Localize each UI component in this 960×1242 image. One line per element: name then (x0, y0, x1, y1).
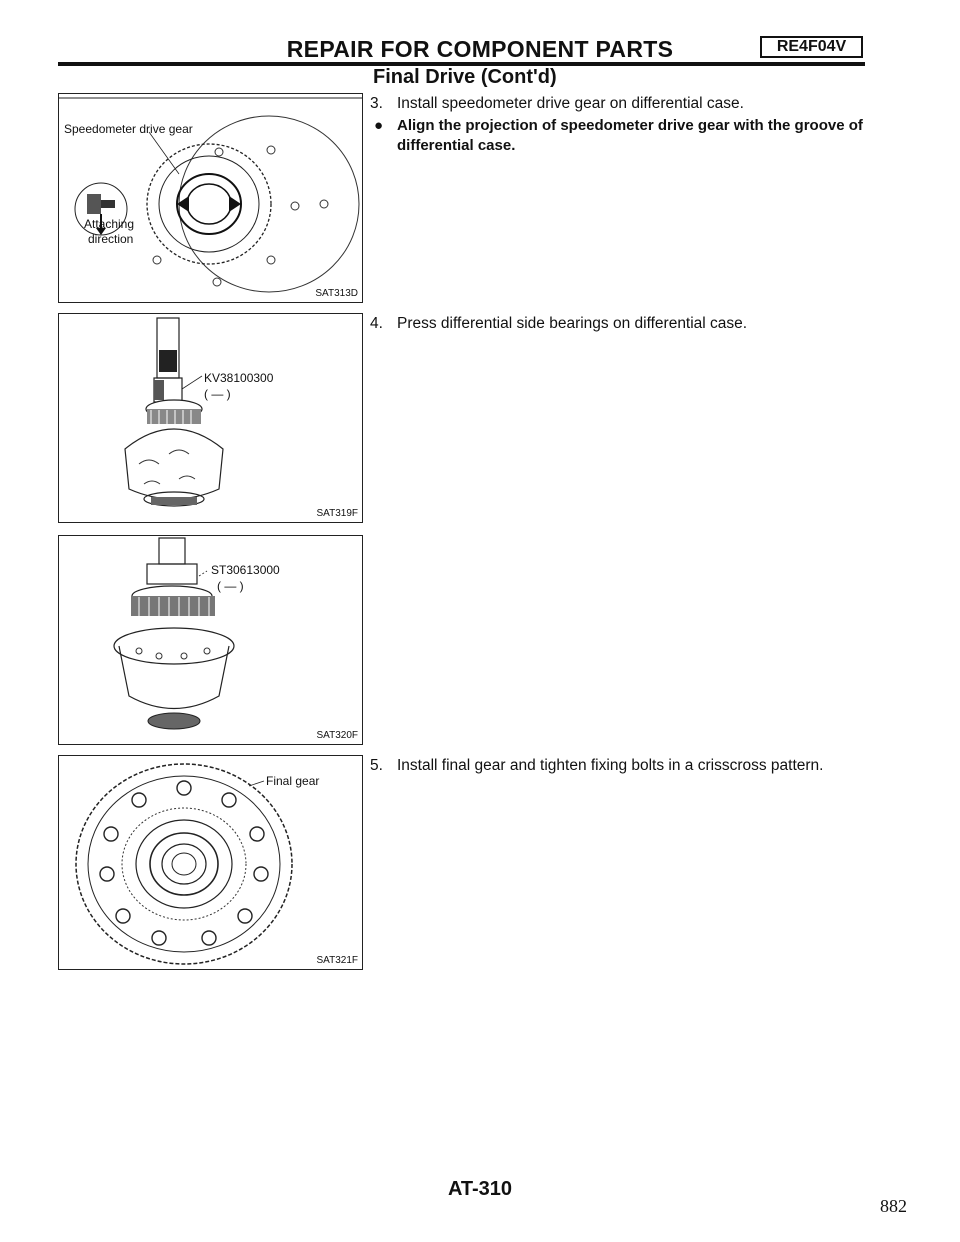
step-5 (370, 755, 865, 776)
figure-side-bearing-press (58, 313, 363, 523)
label-final-gear: Final gear (266, 774, 320, 788)
figure-code: SAT320F (316, 730, 358, 741)
page-number: 882 (880, 1196, 907, 1216)
step-text: Install final gear and tighten fixing bolts in a crisscross pattern. (397, 757, 824, 774)
page-code: AT-310 (447, 1178, 513, 1200)
step-text: Install speedometer drive gear on differential case. (397, 95, 744, 112)
label-tool-kv38100300-sub: ( — ) (204, 387, 231, 401)
label-tool-st30613000: ST30613000 (211, 563, 280, 577)
figure-code: SAT319F (316, 508, 358, 519)
step-3 (370, 93, 865, 114)
figure-opposite-bearing-press (58, 535, 363, 745)
section-title: Final Drive (Cont'd) (373, 66, 557, 88)
figure-speedometer-gear (58, 93, 363, 303)
label-tool-st30613000-sub: ( — ) (217, 579, 244, 593)
model-badge: RE4F04V (760, 36, 863, 58)
label-tool-kv38100300: KV38100300 (204, 371, 274, 385)
label-direction: direction (88, 232, 134, 246)
step-text: Press differential side bearings on differential case. (397, 315, 748, 332)
note-bullet (370, 116, 865, 156)
step-number: 3. (370, 95, 383, 112)
figure-code: SAT321F (316, 955, 358, 966)
step-number: 4. (370, 315, 383, 332)
figure-code: SAT313D (315, 288, 358, 299)
side-bearing-press-illustration (59, 314, 363, 523)
note-text: Align the projection of speedometer drive gear with the groove of differential case. (397, 117, 863, 154)
label-speedometer-drive-gear: Speedometer drive gear (64, 122, 193, 136)
figure-final-gear (58, 755, 363, 970)
label-attaching: Attaching (84, 217, 135, 231)
bullet-icon: ● (374, 117, 384, 134)
page-header-title: REPAIR FOR COMPONENT PARTS (286, 36, 674, 62)
step-4 (370, 313, 865, 334)
step-number: 5. (370, 757, 383, 774)
